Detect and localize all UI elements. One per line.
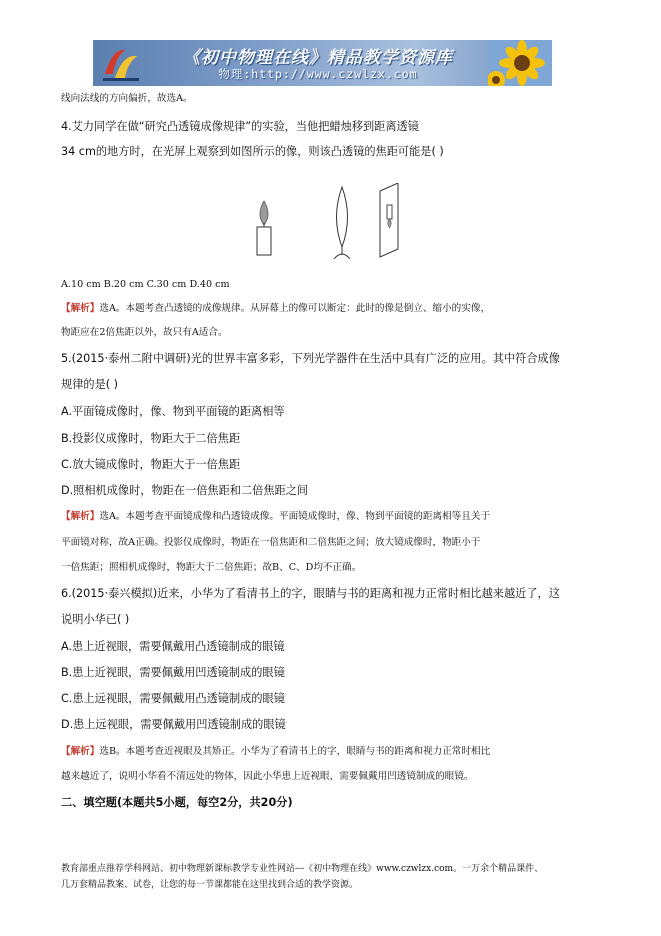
question-5-option-a: A.平面镜成像时，像、物到平面镜的距离相等 <box>61 405 285 418</box>
question-5-option-d: D.照相机成像时，物距在一倍焦距和二倍焦距之间 <box>61 484 309 497</box>
question-4-explanation-line-2: 物距应在2倍焦距以外，故只有A适合。 <box>61 327 228 338</box>
footer-line-1: 教育部重点推荐学科网站、初中物理新课标教学专业性网站---《初中物理在线》www.czwlzx.com。一万余个精品课件、 <box>61 864 544 874</box>
footer-line-2: 几万套精品教案、试卷，让您的每一节课都能在这里找到合适的教学资源。 <box>61 880 359 890</box>
text-line: 线向法线的方向偏折，故选A。 <box>61 93 193 104</box>
question-6-explanation-line-2: 越来越近了，说明小华看不清远处的物体，因此小华患上近视眼，需要佩戴用凹透镜制成的眼镜。 <box>61 771 474 782</box>
explanation-tag: 【解析】 <box>61 746 100 757</box>
question-4-explanation-line-1 <box>61 301 490 317</box>
explanation-tag: 【解析】 <box>61 511 100 522</box>
explanation-text: 选B。本题考查近视眼及其矫正。小华为了看清书上的字，眼睛与书的距离和视力正常时相比 <box>99 746 491 757</box>
banner-title: 《初中物理在线》精品教学资源库 <box>183 48 453 68</box>
explanation-tag: 【解析】 <box>61 303 100 314</box>
explanation-text: 选A。本题考查凸透镜的成像规律。从屏幕上的像可以断定：此时的像是倒立、缩小的实像， <box>99 303 491 314</box>
question-6-line-2: 说明小华已( ) <box>61 613 130 626</box>
question-6-option-d: D.患上远视眼，需要佩戴用凹透镜制成的眼镜 <box>61 718 286 731</box>
screen-icon <box>380 183 398 257</box>
question-5-explanation-line-2: 平面镜对称，故A正确。投影仪成像时，物距在一倍焦距和二倍焦距之间；放大镜成像时，物距小于 <box>61 537 481 548</box>
question-5-option-c: C.放大镜成像时，物距大于一倍焦距 <box>61 458 241 471</box>
question-6-option-c: C.患上远视眼，需要佩戴用凸透镜制成的眼镜 <box>61 692 285 705</box>
section-heading: 二、填空题(本题共5小题，每空2分，共20分) <box>61 796 293 809</box>
question-4-line-1: 4.艾力同学在做“研究凸透镜成像规律”的实验，当他把蜡烛移到距离透镜 <box>61 120 419 133</box>
candle-icon <box>257 201 271 255</box>
question-5-line-2: 规律的是( ) <box>61 378 119 391</box>
question-6-explanation-line-1 <box>61 744 490 760</box>
question-5-explanation-line-3: 一倍焦距；照相机成像时，物距大于二倍焦距；故B、C、D均不正确。 <box>61 562 362 573</box>
question-4-line-2: 34 cm的地方时，在光屏上观察到如图所示的像，则该凸透镜的焦距可能是( ) <box>61 145 444 158</box>
convex-lens-icon <box>334 187 350 259</box>
question-4-options: A.10 cm B.20 cm C.30 cm D.40 cm <box>61 279 230 290</box>
question-6-line-1: 6.(2015·泰兴模拟)近来，小华为了看清书上的字，眼睛与书的距离和视力正常时相比越来越近了，这 <box>61 587 560 600</box>
explanation-text: 选A。本题考查平面镜成像和凸透镜成像。平面镜成像时，像、物到平面镜的距离相等且关于 <box>99 511 491 522</box>
question-6-option-a: A.患上近视眼，需要佩戴用凸透镜制成的眼镜 <box>61 640 285 653</box>
question-5-line-1: 5.(2015·泰州二附中调研)光的世界丰富多彩，下列光学器件在生活中具有广泛的应用。其中符合成像 <box>61 352 560 365</box>
question-5-explanation-line-1 <box>61 509 490 525</box>
header-banner <box>93 40 552 86</box>
sunflower-icon <box>488 40 552 86</box>
experiment-figure <box>250 183 420 263</box>
question-6-option-b: B.患上近视眼，需要佩戴用凹透镜制成的眼镜 <box>61 666 285 679</box>
site-logo-icon <box>101 44 141 82</box>
banner-url: 物理:http://www.czwlzx.com <box>218 67 418 81</box>
question-5-option-b: B.投影仪成像时，物距大于二倍焦距 <box>61 432 241 445</box>
